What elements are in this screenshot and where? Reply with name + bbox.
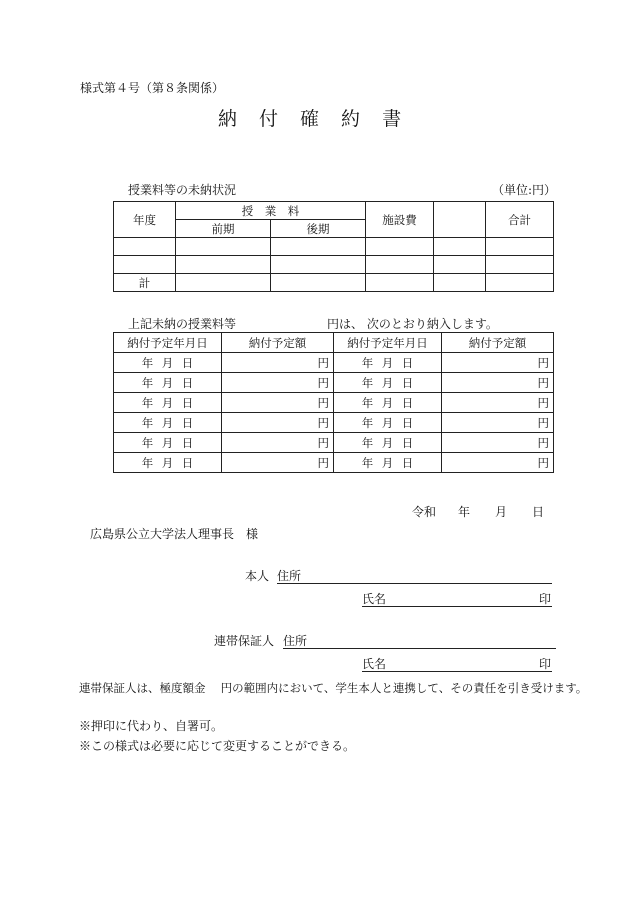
col-header-total: 合計: [486, 202, 554, 238]
unpaid-status-table: [113, 201, 554, 292]
input-cell[interactable]: [114, 238, 176, 256]
month-label: 月: [381, 415, 394, 430]
payment-caption-after: 円は、 次のとおり納入します。: [327, 317, 498, 331]
day-label: 日: [401, 355, 414, 370]
table-row: [114, 256, 554, 274]
year-label: 年: [141, 375, 154, 390]
self-address-label: 住所: [277, 569, 302, 583]
input-cell[interactable]: [271, 256, 366, 274]
self-seal: 印: [539, 592, 552, 606]
era-label: 令和: [412, 505, 437, 519]
input-cell[interactable]: [176, 256, 271, 274]
date-cell[interactable]: [334, 393, 442, 413]
date-cell[interactable]: [334, 373, 442, 393]
year-label: 年: [361, 375, 374, 390]
year-label: 年: [361, 415, 374, 430]
yen-label: 円: [317, 395, 329, 410]
date-cell[interactable]: [114, 373, 222, 393]
table-row: [114, 433, 554, 453]
year-label: 年: [361, 355, 374, 370]
title-char: 付: [259, 108, 279, 130]
input-cell[interactable]: [434, 238, 486, 256]
input-cell[interactable]: [366, 256, 434, 274]
yen-label: 円: [317, 435, 329, 450]
year-label: 年: [141, 355, 154, 370]
input-cell[interactable]: [486, 274, 554, 292]
date-cell[interactable]: [114, 453, 222, 473]
day-label: 日: [401, 375, 414, 390]
title-char: 書: [382, 108, 402, 130]
date-cell[interactable]: [334, 353, 442, 373]
day-label: 日: [181, 395, 194, 410]
yen-label: 円: [317, 355, 329, 370]
input-cell[interactable]: [434, 256, 486, 274]
yen-label: 円: [537, 455, 549, 470]
day-label: 日: [401, 455, 414, 470]
addressee: 広島県公立大学法人理事長 様: [90, 527, 259, 541]
day-label: 日: [181, 375, 194, 390]
table-row: [114, 393, 554, 413]
amount-cell[interactable]: [222, 353, 334, 373]
col-header-first-half: 前期: [176, 220, 271, 238]
amount-cell[interactable]: [442, 453, 554, 473]
self-label: 本人: [245, 569, 270, 583]
col-header-second-half: 後期: [271, 220, 366, 238]
day-label: 日: [401, 435, 414, 450]
yen-label: 円: [317, 455, 329, 470]
col-header-date: 納付予定年月日: [334, 333, 442, 353]
guarantor-name-label: 氏名: [362, 657, 387, 671]
day-label: 日: [181, 355, 194, 370]
day-label: 日: [401, 395, 414, 410]
title-char: 納: [218, 108, 238, 130]
month-label: 月: [161, 415, 174, 430]
guarantor-seal: 印: [539, 657, 552, 671]
amount-cell[interactable]: [222, 393, 334, 413]
year-label: 年: [361, 395, 374, 410]
table-row: [114, 373, 554, 393]
note-signature: ※押印に代わり、自署可。: [79, 719, 224, 733]
table-row: [114, 413, 554, 433]
guarantor-address-label: 住所: [283, 634, 308, 648]
month-label: 月: [381, 355, 394, 370]
signing-date: [412, 506, 544, 518]
date-cell[interactable]: [114, 413, 222, 433]
col-header-year: 年度: [114, 202, 176, 238]
month-label: 月: [381, 435, 394, 450]
status-table-caption: 授業料等の未納状況: [128, 183, 237, 197]
input-cell[interactable]: [486, 256, 554, 274]
form-number: 様式第４号（第８条関係）: [80, 81, 225, 95]
day-label: 日: [181, 415, 194, 430]
input-cell[interactable]: [176, 238, 271, 256]
amount-cell[interactable]: [222, 373, 334, 393]
input-cell[interactable]: [366, 238, 434, 256]
col-header-blank: [434, 202, 486, 238]
year-label: 年: [141, 395, 154, 410]
table-row: [114, 353, 554, 373]
document-title: [218, 110, 401, 129]
amount-cell[interactable]: [222, 413, 334, 433]
input-cell[interactable]: [366, 274, 434, 292]
input-cell[interactable]: [271, 274, 366, 292]
total-row: [114, 274, 554, 292]
month-label: 月: [161, 455, 174, 470]
self-name-label: 氏名: [362, 592, 387, 606]
amount-cell[interactable]: [442, 413, 554, 433]
amount-cell[interactable]: [442, 393, 554, 413]
yen-label: 円: [537, 355, 549, 370]
day-label: 日: [401, 415, 414, 430]
year-label: 年: [141, 415, 154, 430]
note-format: ※この様式は必要に応じて変更することができる。: [79, 739, 356, 753]
month-label: 月: [161, 355, 174, 370]
yen-label: 円: [317, 415, 329, 430]
table-row: [114, 453, 554, 473]
col-header-amount: 納付予定額: [442, 333, 554, 353]
year-label: 年: [141, 435, 154, 450]
date-cell[interactable]: [334, 413, 442, 433]
yen-label: 円: [537, 435, 549, 450]
year-label: 年: [458, 505, 471, 519]
table-row: [114, 238, 554, 256]
day-label: 日: [181, 435, 194, 450]
guarantor-name-line[interactable]: [362, 671, 552, 672]
date-cell[interactable]: [114, 393, 222, 413]
year-label: 年: [361, 435, 374, 450]
year-label: 年: [141, 455, 154, 470]
self-address-line[interactable]: [277, 583, 552, 584]
payment-caption-before: 上記未納の授業料等: [128, 317, 237, 331]
amount-cell[interactable]: [222, 453, 334, 473]
col-header-facility: 施設費: [366, 202, 434, 238]
yen-label: 円: [317, 375, 329, 390]
self-name-line[interactable]: [362, 606, 552, 607]
yen-label: 円: [537, 375, 549, 390]
amount-cell[interactable]: [222, 433, 334, 453]
month-label: 月: [161, 375, 174, 390]
input-cell[interactable]: [486, 238, 554, 256]
month-label: 月: [161, 395, 174, 410]
month-label: 月: [495, 505, 508, 519]
col-header-tuition: 授 業 料: [176, 202, 366, 220]
year-label: 年: [361, 455, 374, 470]
total-row-label: 計: [114, 274, 176, 292]
day-label: 日: [532, 505, 545, 519]
month-label: 月: [381, 455, 394, 470]
guarantor-label: 連帯保証人: [214, 634, 275, 648]
input-cell[interactable]: [271, 238, 366, 256]
yen-label: 円: [537, 415, 549, 430]
month-label: 月: [381, 395, 394, 410]
payment-plan-table: [113, 332, 554, 473]
col-header-date: 納付予定年月日: [114, 333, 222, 353]
amount-cell[interactable]: [442, 373, 554, 393]
date-cell[interactable]: [334, 433, 442, 453]
amount-cell[interactable]: [442, 353, 554, 373]
day-label: 日: [181, 455, 194, 470]
guarantor-statement: 連帯保証人は、極度額金 円の範囲内において、学生本人と連携して、その責任を引き受けます。: [79, 681, 588, 695]
month-label: 月: [161, 435, 174, 450]
input-cell[interactable]: [434, 274, 486, 292]
status-table-unit: （単位:円）: [492, 183, 557, 197]
month-label: 月: [381, 375, 394, 390]
date-cell[interactable]: [114, 353, 222, 373]
date-cell[interactable]: [334, 453, 442, 473]
guarantor-address-line[interactable]: [283, 648, 556, 649]
input-cell[interactable]: [176, 274, 271, 292]
col-header-amount: 納付予定額: [222, 333, 334, 353]
date-cell[interactable]: [114, 433, 222, 453]
input-cell[interactable]: [114, 256, 176, 274]
yen-label: 円: [537, 395, 549, 410]
title-char: 確: [300, 108, 320, 130]
amount-cell[interactable]: [442, 433, 554, 453]
title-char: 約: [341, 108, 361, 130]
